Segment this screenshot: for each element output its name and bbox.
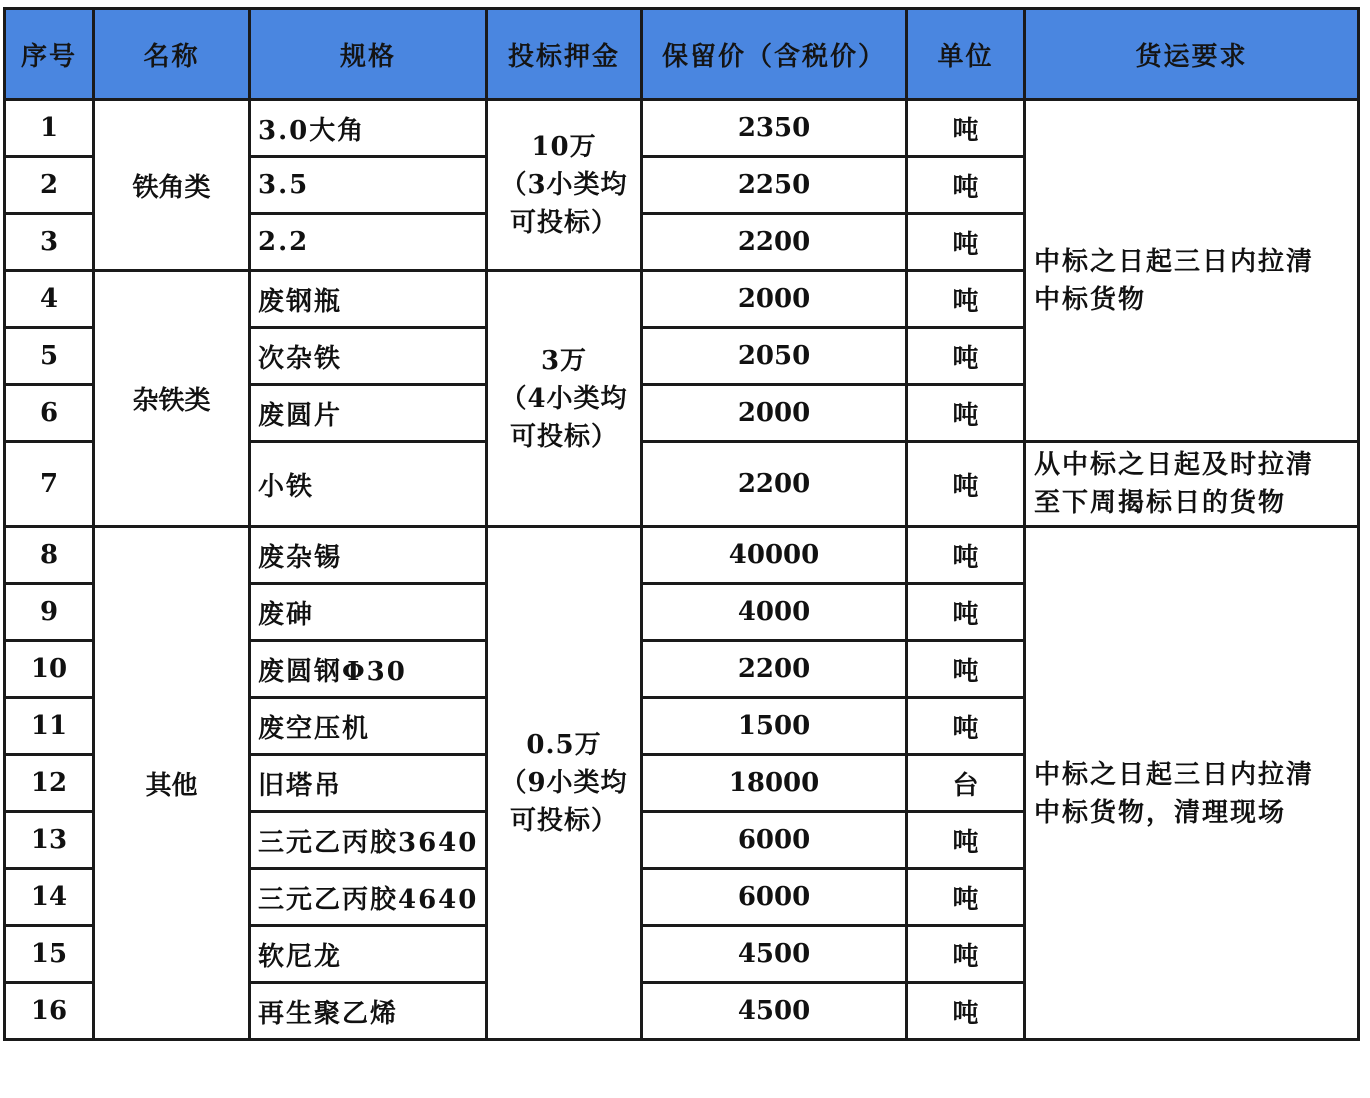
row-price: 2050	[642, 328, 907, 385]
row-unit: 吨	[907, 869, 1025, 926]
deposit-cell	[487, 271, 642, 527]
row-unit: 吨	[907, 812, 1025, 869]
row-spec: 废杂锡	[250, 527, 487, 584]
shipping-cell	[1025, 442, 1359, 527]
deposit-amount: 10万	[531, 132, 597, 162]
row-unit: 吨	[907, 926, 1025, 983]
row-price: 4500	[642, 983, 907, 1040]
row-spec: 3.0大角	[250, 100, 487, 157]
row-price: 18000	[642, 755, 907, 812]
row-price: 6000	[642, 869, 907, 926]
row-unit: 吨	[907, 698, 1025, 755]
deposit-amount: 0.5万	[526, 730, 602, 760]
deposit-cell	[487, 100, 642, 271]
row-no: 1	[5, 100, 94, 157]
shipping-line1: 中标之日起三日内拉清	[1034, 760, 1315, 790]
row-no: 15	[5, 926, 94, 983]
deposit-note-line1: （3小类均	[500, 170, 628, 200]
header-no: 序号	[5, 9, 94, 100]
row-unit: 吨	[907, 214, 1025, 271]
shipping-line2: 中标货物，清理现场	[1034, 798, 1287, 828]
row-unit: 吨	[907, 527, 1025, 584]
row-spec: 废砷	[250, 584, 487, 641]
row-spec: 废空压机	[250, 698, 487, 755]
row-no: 8	[5, 527, 94, 584]
row-spec: 废圆片	[250, 385, 487, 442]
row-spec: 废钢瓶	[250, 271, 487, 328]
table-body	[5, 100, 1359, 1040]
row-spec: 软尼龙	[250, 926, 487, 983]
deposit-note-line2: 可投标）	[509, 421, 618, 452]
row-spec: 三元乙丙胶3640	[250, 812, 487, 869]
deposit-cell	[487, 527, 642, 1040]
row-no: 14	[5, 869, 94, 926]
row-unit: 吨	[907, 385, 1025, 442]
row-price: 2350	[642, 100, 907, 157]
row-no: 10	[5, 641, 94, 698]
category-cell: 铁角类	[94, 100, 250, 271]
deposit-note-line2: 可投标）	[509, 208, 618, 238]
row-spec: 2.2	[250, 214, 487, 271]
header-spec: 规格	[250, 9, 487, 100]
header-shipping: 货运要求	[1025, 9, 1359, 100]
row-spec: 三元乙丙胶4640	[250, 869, 487, 926]
header-unit: 单位	[907, 9, 1025, 100]
deposit-note-line1: （4小类均	[500, 383, 628, 414]
row-no: 2	[5, 157, 94, 214]
row-unit: 台	[907, 755, 1025, 812]
row-no: 5	[5, 328, 94, 385]
row-no: 11	[5, 698, 94, 755]
row-spec: 3.5	[250, 157, 487, 214]
row-no: 16	[5, 983, 94, 1040]
header-row	[5, 9, 1359, 100]
bid-table	[3, 7, 1360, 1041]
row-unit: 吨	[907, 328, 1025, 385]
row-price: 2200	[642, 442, 907, 527]
row-price: 6000	[642, 812, 907, 869]
shipping-cell	[1025, 100, 1359, 442]
row-price: 40000	[642, 527, 907, 584]
deposit-note-line2: 可投标）	[509, 806, 618, 836]
row-unit: 吨	[907, 100, 1025, 157]
shipping-line1: 从中标之日起及时拉清	[1034, 450, 1315, 480]
deposit-amount: 3万	[540, 345, 588, 376]
table-row	[5, 527, 1359, 584]
row-unit: 吨	[907, 983, 1025, 1040]
row-spec: 旧塔吊	[250, 755, 487, 812]
row-spec: 再生聚乙烯	[250, 983, 487, 1040]
deposit-note-line1: （9小类均	[500, 768, 628, 798]
row-no: 3	[5, 214, 94, 271]
row-price: 2200	[642, 641, 907, 698]
row-price: 2000	[642, 271, 907, 328]
row-unit: 吨	[907, 641, 1025, 698]
row-price: 2250	[642, 157, 907, 214]
table-header	[5, 9, 1359, 100]
row-price: 2200	[642, 214, 907, 271]
row-spec: 次杂铁	[250, 328, 487, 385]
header-reserve-price: 保留价（含税价）	[642, 9, 907, 100]
row-price: 4500	[642, 926, 907, 983]
row-unit: 吨	[907, 271, 1025, 328]
row-price: 4000	[642, 584, 907, 641]
row-no: 13	[5, 812, 94, 869]
row-unit: 吨	[907, 584, 1025, 641]
row-no: 9	[5, 584, 94, 641]
shipping-line2: 至下周揭标日的货物	[1034, 488, 1287, 518]
shipping-line2: 中标货物	[1034, 285, 1147, 315]
row-unit: 吨	[907, 442, 1025, 527]
category-cell: 其他	[94, 527, 250, 1040]
row-price: 2000	[642, 385, 907, 442]
header-name: 名称	[94, 9, 250, 100]
table-row	[5, 100, 1359, 157]
shipping-cell	[1025, 527, 1359, 1040]
row-no: 4	[5, 271, 94, 328]
row-spec: 废圆钢Φ30	[250, 641, 487, 698]
row-price: 1500	[642, 698, 907, 755]
row-no: 7	[5, 442, 94, 527]
category-cell: 杂铁类	[94, 271, 250, 527]
row-spec: 小铁	[250, 442, 487, 527]
shipping-line1: 中标之日起三日内拉清	[1034, 247, 1315, 277]
row-unit: 吨	[907, 157, 1025, 214]
row-no: 6	[5, 385, 94, 442]
row-no: 12	[5, 755, 94, 812]
header-deposit: 投标押金	[487, 9, 642, 100]
